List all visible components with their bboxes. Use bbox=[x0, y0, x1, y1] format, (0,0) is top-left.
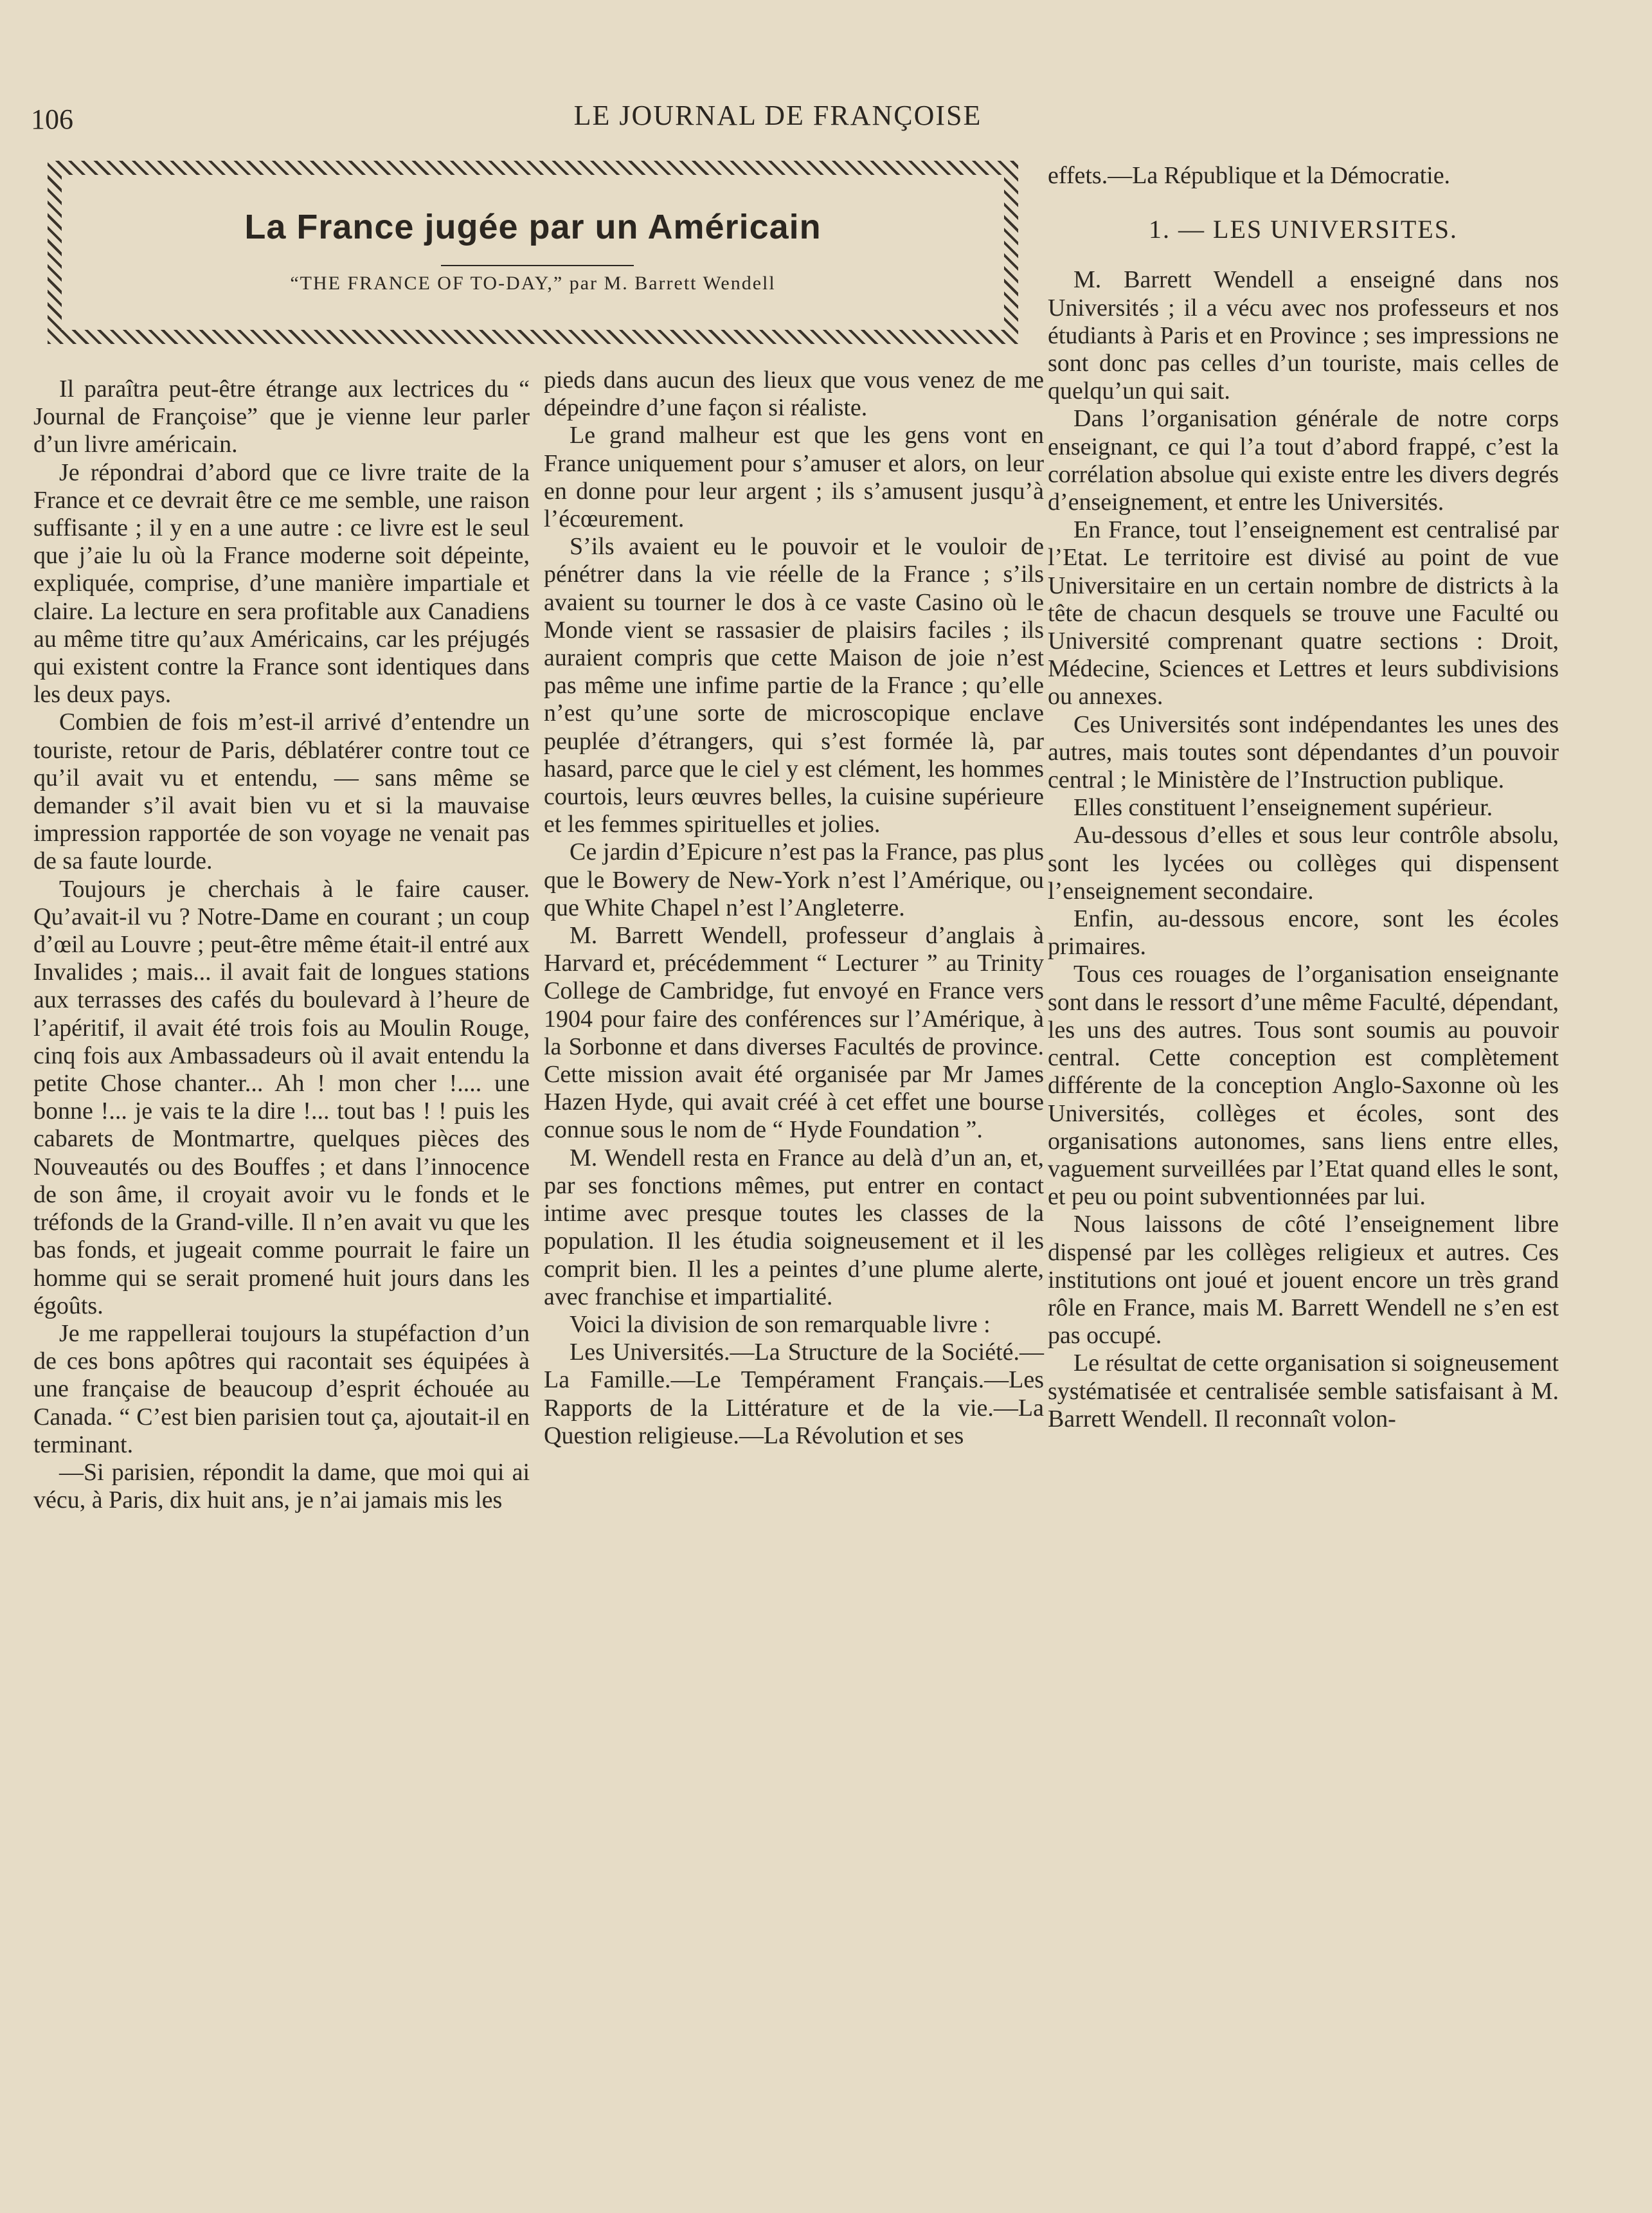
paragraph: pieds dans aucun des lieux que vous venez de me dépeindre d’une façon si réaliste. bbox=[544, 366, 1044, 422]
running-head: LE JOURNAL DE FRANÇOISE bbox=[573, 100, 982, 131]
paragraph: Ce jardin d’Epicure n’est pas la France, pas plus que le Bowery de New-York n’est l’Amérique, ou que White Chapel n’est l’Angleterre. bbox=[544, 838, 1044, 921]
paragraph: Je répondrai d’abord que ce livre traite de la France et ce devrait être ce me semble, une raison suffisante ; il y en a une autre : ce livre est le seul que j’aie lu où la France moderne soit dépeinte, expliquée, comprise, d’une manière impartiale et claire. La lecture en sera profitable aux Canadiens au même titre qu’aux Américains, car les préjugés qui existent contre la France sont identiques dans les deux pays. bbox=[33, 458, 530, 709]
article-title: La France jugée par un Américain bbox=[244, 208, 822, 246]
article-subtitle: “THE FRANCE OF TO-DAY,” par M. Barrett Wendell bbox=[290, 273, 776, 294]
paragraph: Le résultat de cette organisation si soigneusement systématisée et centralisée semble satisfaisant à M. Barrett Wendell. Il reconnaît volon- bbox=[1048, 1350, 1559, 1432]
paragraph: Je me rappellerai toujours la stupéfaction d’un de ces bons apôtres qui racontait ses équipées à une française de beaucoup d’esprit échouée au Canada. “ C’est bien parisien tout ça, ajoutait-il en terminant. bbox=[33, 1319, 530, 1458]
paragraph: effets.—La République et la Démocratie. bbox=[1048, 162, 1451, 189]
page-number: 106 bbox=[31, 104, 73, 135]
paragraph: Ces Universités sont indépendantes les unes des autres, mais toutes sont dépendantes d’un pouvoir central ; le Ministère de l’Instruction publique. bbox=[1048, 710, 1559, 794]
paragraph: Le grand malheur est que les gens vont en France uniquement pour s’amuser et alors, on leur en donne pour leur argent ; ils s’amusent jusqu’à l’écœurement. bbox=[544, 422, 1044, 533]
paragraph: M. Barrett Wendell a enseigné dans nos Universités ; il a vécu avec nos professeurs et nos étudiants à Paris et en Province ; ses impressions ne sont donc pas celles d’un touriste, mais celles de quelqu’un qui sait. bbox=[1048, 266, 1559, 405]
paragraph: M. Wendell resta en France au delà d’un an, et, par ses fonctions mêmes, put entrer en contact intime avec presque toutes les classes de la population. Il les étudia soigneusement et il les comprit bien. Il les a peintes d’une plume alerte, avec franchise et impartialité. bbox=[544, 1144, 1044, 1310]
paragraph: Combien de fois m’est-il arrivé d’entendre un touriste, retour de Paris, déblatérer contre tout ce qu’il avait vu et entendu, — sans même se demander s’il avait bien vu et si la mauvaise impression rapportée de son voyage ne venait pas de sa faute lourde. bbox=[33, 709, 530, 875]
paragraph: Voici la division de son remarquable livre : bbox=[570, 1310, 991, 1338]
paragraph: Au-dessous d’elles et sous leur contrôle absolu, sont les lycées ou collèges qui dispensent l’enseignement secondaire. bbox=[1048, 822, 1559, 905]
paragraph: En France, tout l’enseignement est centralisé par l’Etat. Le territoire est divisé au point de vue Universitaire en un certain nombre de districts à la tête de chacun desquels se trouve une Faculté ou Université comprenant quatre sections : Droit, Médecine, Sciences et Lettres et leurs subdivisions ou annexes. bbox=[1048, 516, 1559, 710]
paragraph: Elles constituent l’enseignement supérieur. bbox=[1073, 794, 1493, 822]
paragraph: —Si parisien, répondit la dame, que moi qui ai vécu, à Paris, dix huit ans, je n’ai jamais mis les bbox=[33, 1458, 530, 1514]
paragraph: S’ils avaient eu le pouvoir et le vouloir de pénétrer dans la vie réelle de la France ; s’ils avaient su tourner le dos à ce vaste Casino où le Monde vient se rassasier de plaisirs faciles ; ils auraient compris que cette Maison de joie n’est pas même une infime partie de la France ; qu’elle n’est qu’une sorte de microscopique enclave peuplée d’étrangers, qui s’est formée là, par hasard, parce que le ciel y est clément, les hommes courtois, leurs œuvres belles, la cuisine supérieure et les femmes spirituelles et jolies. bbox=[544, 533, 1044, 838]
paragraph: Enfin, au-dessous encore, sont les écoles primaires. bbox=[1048, 905, 1559, 961]
paragraph: Toujours je cherchais à le faire causer. Qu’avait-il vu ? Notre-Dame en courant ; un coup d’œil au Louvre ; peut-être même était-il entré aux Invalides ; mais... il avait fait de longues stations aux terrasses des cafés du boulevard à l’heure de l’apéritif, il avait été trois fois au Moulin Rouge, cinq fois aux Ambassadeurs où il avait entendu la petite Chose chanter... Ah ! mon cher !.... une bonne !... je vais te la dire !... tout bas ! ! puis les cabarets de Montmartre, quelques pièces des Nouveautés ou des Bouffes ; et dans l’innocence de son âme, il croyait avoir vu le fonds et le tréfonds de la Grand-ville. Il n’en avait vu que les bas fonds, et jugeait comme pourrait le faire un homme qui se serait promené huit jours dans les égoûts. bbox=[33, 875, 530, 1319]
section-heading: 1. — LES UNIVERSITES. bbox=[1149, 215, 1458, 244]
paragraph: Tous ces rouages de l’organisation enseignante sont dans le ressort d’une même Faculté, dépendant, les uns des autres. Tous sont soumis au pouvoir central. Cette conception est complètement différente de la conception Anglo-Saxonne où les Universités, collèges et écoles, sont des organisations autonomes, sans liens entre elles, vaguement surveillées par l’Etat quand elles le sont, et peu ou point subventionnées par lui. bbox=[1048, 961, 1559, 1211]
title-rule bbox=[441, 265, 634, 266]
paragraph: Il paraîtra peut-être étrange aux lectrices du “ Journal de Françoise” que je vienne leur parler d’un livre américain. bbox=[33, 375, 530, 458]
paragraph: Les Universités.—La Structure de la Société.—La Famille.—Le Tempérament Français.—Les Rapports de la Littérature et de la vie.—La Question religieuse.—La Révolution et ses bbox=[544, 1339, 1044, 1449]
column-3 bbox=[1048, 162, 1559, 1433]
paragraph: Nous laissons de côté l’enseignement libre dispensé par les collèges religieux et autres. Ces institutions ont joué et jouent encore un très grand rôle en France, mais M. Barrett Wendell ne s’en est pas occupé. bbox=[1048, 1211, 1559, 1350]
paragraph: M. Barrett Wendell, professeur d’anglais à Harvard et, précédemment “ Lecturer ” au Trinity College de Cambridge, fut envoyé en France vers 1904 pour faire des conférences sur l’Amérique, à la Sorbonne et dans diverses Facultés de province. Cette mission avait été organisée par Mr James Hazen Hyde, qui avait créé à cet effet une bourse connue sous le nom de “ Hyde Foundation ”. bbox=[544, 922, 1044, 1144]
column-1 bbox=[33, 375, 530, 1514]
column-2 bbox=[544, 366, 1044, 1450]
paragraph: Dans l’organisation générale de notre corps enseignant, ce qui l’a tout d’abord frappé, c’est la corrélation absolue qui existe entre les divers degrés d’enseignement, et entre les Universités. bbox=[1048, 405, 1559, 516]
title-box bbox=[48, 161, 1018, 344]
